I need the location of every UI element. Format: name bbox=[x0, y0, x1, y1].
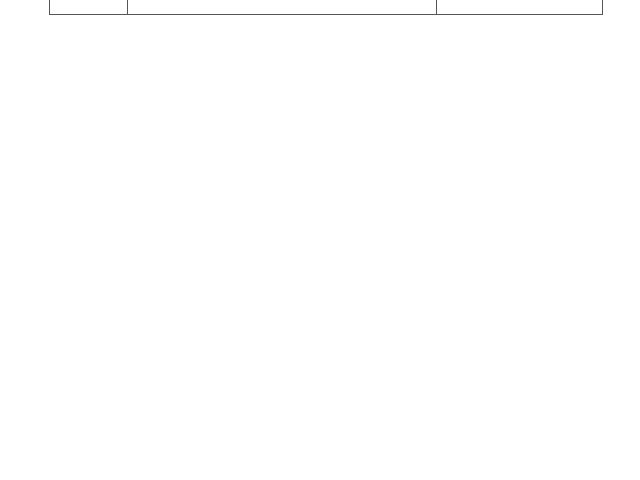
standard-reference bbox=[437, 0, 602, 14]
standard-cell bbox=[437, 0, 603, 15]
category-label bbox=[50, 0, 127, 4]
table-row-baca-gazi bbox=[50, 0, 603, 15]
category-cell bbox=[50, 0, 128, 15]
method-table bbox=[49, 0, 603, 15]
method-cell bbox=[128, 0, 437, 15]
compound-list bbox=[128, 4, 436, 8]
